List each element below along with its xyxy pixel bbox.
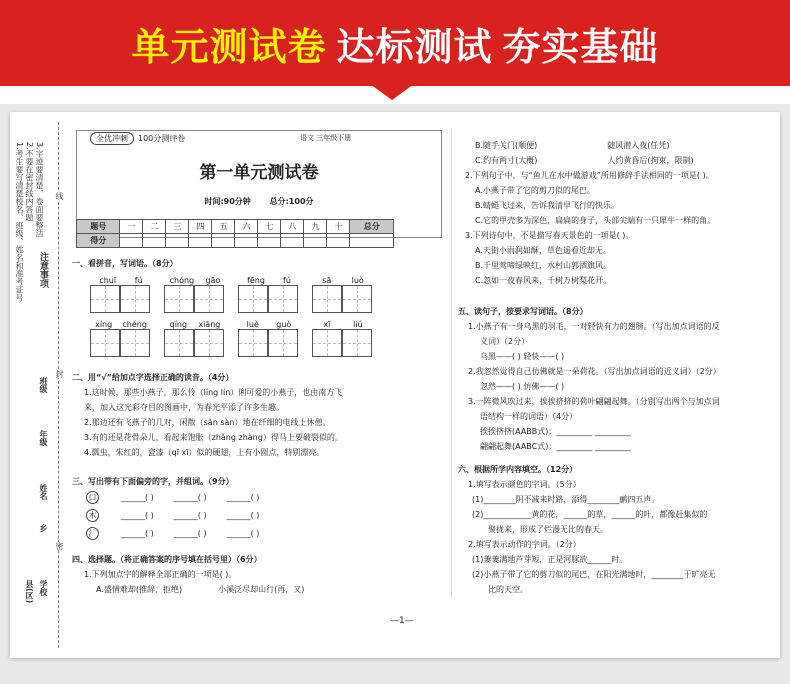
s4-q1: 1.下列加点字的解释全部正确的一项是( )。 bbox=[84, 570, 237, 579]
s6-l1a: (1)________阴不减来时路，添得________鹂四五声。 bbox=[472, 495, 660, 504]
pinyin-item bbox=[312, 273, 374, 313]
section-6-title: 六、根据所学内容填空。（12分） bbox=[458, 465, 578, 474]
s4-q1-a: A.盛情难却(推辞，拒绝) 小溪泛尽却山行(再，又) bbox=[96, 585, 305, 594]
s2-item-3: 3.有的还是花骨朵儿，看起来饱胀（zhǎng zhàng）得马上要破裂似的。 bbox=[84, 433, 343, 442]
seal-mark-2: 封 bbox=[55, 370, 64, 378]
s4-q3-c: C.忽如一夜春风来，千树万树梨花开。 bbox=[475, 276, 612, 285]
pinyin: qíng bbox=[169, 320, 188, 329]
pinyin: fú bbox=[283, 276, 291, 285]
pinyin-item bbox=[312, 317, 374, 357]
section-3 bbox=[72, 474, 444, 543]
score-cell[interactable] bbox=[281, 234, 304, 248]
pinyin-item bbox=[238, 273, 300, 313]
field-county: 县(区) bbox=[25, 580, 34, 604]
writing-box[interactable] bbox=[120, 329, 150, 357]
seal-mark-3: 密 bbox=[55, 542, 64, 550]
s6-l2: 2.填写表示动作的字词。（2分） bbox=[468, 540, 581, 549]
writing-box[interactable] bbox=[90, 285, 120, 313]
score-head-cell: 二 bbox=[143, 220, 166, 234]
section-5-title: 五、读句子，按要求写词语。（8分） bbox=[458, 307, 588, 316]
score-cell[interactable] bbox=[350, 234, 394, 248]
pinyin-item bbox=[238, 317, 300, 357]
pinyin: chéng bbox=[122, 320, 147, 329]
field-name: 姓名 bbox=[39, 484, 48, 500]
pinyin: luò bbox=[351, 276, 364, 285]
score-value-row bbox=[77, 234, 394, 248]
notice-2: 2.不要在密封线内答题 bbox=[25, 142, 34, 222]
pinyin: guò bbox=[276, 320, 292, 329]
pinyin-row-1 bbox=[90, 273, 442, 313]
page-number: —1— bbox=[390, 616, 414, 626]
writing-box[interactable] bbox=[238, 285, 268, 313]
pinyin-item bbox=[90, 317, 152, 357]
writing-box[interactable] bbox=[164, 285, 194, 313]
radical-row: 口 ______( ) ______( ) ______( ) bbox=[86, 489, 444, 507]
score-head-cell: 总分 bbox=[350, 220, 394, 234]
writing-box[interactable] bbox=[342, 329, 372, 357]
grade-label: 语文 三年级下册 bbox=[300, 134, 352, 142]
s4-q2: 2.下列句子中，与“鱼儿在水中做游戏”所用修辞手法相同的一项是( )。 bbox=[465, 171, 714, 180]
banner-pointer bbox=[370, 84, 414, 100]
page-title: 第一单元测试卷 bbox=[199, 163, 319, 183]
s5-l3: 3.一阵微风吹过来，挨挨挤挤的荷叶翩翩起舞。（分别写出两个与加点词 bbox=[468, 397, 720, 406]
writing-box[interactable] bbox=[268, 285, 298, 313]
pinyin-item bbox=[164, 273, 226, 313]
score-cell[interactable] bbox=[304, 234, 327, 248]
s6-l1c: 聚拢来，形成了烂漫无比的春天。 bbox=[488, 525, 608, 534]
section-4-title: 四、选择题。（将正确答案的序号填在括号里）（6分） bbox=[72, 555, 262, 564]
s4-q1-c: C.约有两寸(大概) 人约黄昏后(拘束，限制) bbox=[475, 156, 694, 165]
s5-l1: 1.小燕子有一身乌黑的羽毛，一对轻快有力的翅膀。（写出加点词语的反 bbox=[468, 322, 720, 331]
s5-l3d: 翩翩起舞(AABC式)：_________ _________ bbox=[480, 442, 631, 451]
total-score: 总分:100分 bbox=[269, 197, 314, 206]
radical-icon: 口 bbox=[86, 491, 99, 504]
score-head-cell: 题号 bbox=[77, 220, 120, 234]
writing-box[interactable] bbox=[120, 285, 150, 313]
s4-q2-b: B.蜻蜓飞过来，告诉我清早飞行的快乐。 bbox=[475, 201, 620, 210]
field-class: 班级 bbox=[39, 377, 48, 393]
s5-l1c: 乌黑——( ) 轻快——( ) bbox=[480, 352, 565, 361]
radical-icon: 氵 bbox=[86, 527, 99, 540]
score-head-cell: 十 bbox=[327, 220, 350, 234]
pinyin-row-2 bbox=[90, 317, 442, 357]
brand-sub: 100分测评卷 bbox=[138, 134, 186, 143]
radical-row: 木 ______( ) ______( ) ______( ) bbox=[86, 507, 444, 525]
s2-item-4: 4.瓢虫，朱红的，瓷漆（qī xī）似的硬翅，上有小圆点，特别漂亮。 bbox=[84, 448, 325, 457]
score-cell[interactable] bbox=[189, 234, 212, 248]
score-cell[interactable] bbox=[327, 234, 350, 248]
score-cell[interactable] bbox=[166, 234, 189, 248]
section-3-title: 三、写出带有下面偏旁的字，并组词。（9分） bbox=[72, 477, 234, 486]
binding-margin bbox=[10, 112, 70, 658]
section-6 bbox=[458, 462, 776, 597]
score-cell[interactable] bbox=[258, 234, 281, 248]
s4-q2-a: A.小燕子带了它的剪刀似的尾巴。 bbox=[475, 186, 595, 195]
s6-l2b: (2)小燕子带了它的剪刀似的尾巴，在阳光满地时，________于旷亮无 bbox=[472, 570, 716, 579]
exam-paper bbox=[10, 112, 780, 658]
radical-icon: 木 bbox=[86, 509, 99, 522]
score-head-cell: 七 bbox=[258, 220, 281, 234]
radical-rows bbox=[86, 489, 444, 543]
section-5 bbox=[458, 304, 776, 454]
score-head-cell: 九 bbox=[304, 220, 327, 234]
field-grade: 年级 bbox=[39, 430, 48, 446]
writing-box[interactable] bbox=[194, 285, 224, 313]
brand bbox=[90, 132, 185, 145]
writing-box[interactable] bbox=[194, 329, 224, 357]
writing-box[interactable] bbox=[268, 329, 298, 357]
notice-label: 注意事项 bbox=[38, 252, 48, 288]
s6-l2c: 比的天空。 bbox=[488, 585, 528, 594]
section-1 bbox=[72, 256, 442, 357]
section-1-title: 一、看拼音，写词语。（8分） bbox=[72, 259, 178, 268]
score-table bbox=[76, 219, 394, 248]
s5-l3b: 语结构一样的词语）（4分） bbox=[480, 412, 578, 421]
exam-meta bbox=[76, 196, 442, 207]
banner-part2: 达标测试 bbox=[336, 24, 493, 69]
pinyin: fú bbox=[134, 276, 143, 285]
banner-part3: 夯实基础 bbox=[502, 24, 659, 69]
notice-3: 3.字迹要清楚，卷面要整洁 bbox=[35, 142, 44, 238]
score-cell[interactable] bbox=[120, 234, 143, 248]
score-head-cell: 八 bbox=[281, 220, 304, 234]
score-head-cell: 四 bbox=[189, 220, 212, 234]
pinyin: xiāng bbox=[198, 320, 221, 329]
score-cell[interactable] bbox=[235, 234, 258, 248]
seal-line bbox=[58, 122, 59, 648]
pinyin: luè bbox=[246, 320, 259, 329]
score-row-label: 得分 bbox=[77, 234, 120, 248]
brand-logo: 全优冲刺 bbox=[90, 132, 134, 145]
section-4-continued bbox=[465, 138, 775, 288]
banner-part1: 单元测试卷 bbox=[131, 24, 327, 69]
s4-q1-b: B.随手关门(顺便) 随风潜入夜(任凭) bbox=[475, 141, 670, 150]
time-limit: 时间:90分钟 bbox=[204, 197, 251, 206]
seal-mark-1: 线 bbox=[55, 192, 64, 200]
notice-1: 1.考生要写清楚校名、班级、姓名和准考证号 bbox=[15, 142, 24, 302]
s4-q3-a: A.天街小雨润如酥，草色遥看近却无。 bbox=[475, 246, 611, 255]
field-school: 学校 bbox=[39, 580, 48, 596]
section-2 bbox=[72, 370, 444, 460]
s4-q2-c: C.它的甲壳多为深色，扁扁的身子，头部尖端有一只犀牛一样的角。 bbox=[475, 216, 716, 225]
pinyin: xíng bbox=[95, 320, 113, 329]
score-cell[interactable] bbox=[212, 234, 235, 248]
writing-box[interactable] bbox=[342, 285, 372, 313]
writing-box[interactable] bbox=[312, 285, 342, 313]
s5-l2c: 忽然——( ) 仿佛——( ) bbox=[480, 382, 565, 391]
pinyin-item bbox=[164, 317, 226, 357]
banner-text bbox=[0, 0, 790, 86]
s2-item-2: 2.那边还有飞燕子的几对，闲散（sǎn sàn）地在纤细的电线上休憩。 bbox=[84, 418, 331, 427]
s5-l3c: 挨挨挤挤(AABB式)：_________ _________ bbox=[480, 427, 631, 436]
s6-l2a: (1)萋萋满地芦芽短，正是河豚欲______时。 bbox=[472, 555, 628, 564]
pinyin: sā bbox=[322, 276, 332, 285]
writing-box[interactable] bbox=[238, 329, 268, 357]
score-head-cell: 五 bbox=[212, 220, 235, 234]
writing-box[interactable] bbox=[164, 329, 194, 357]
score-head-cell: 三 bbox=[166, 220, 189, 234]
pinyin: xī bbox=[323, 320, 331, 329]
s4-q3-b: B.千里莺啼绿映红，水村山郭酒旗风。 bbox=[475, 261, 612, 270]
pinyin: liú bbox=[353, 320, 363, 329]
s2-item-1: 1.这时候，那些小燕子，那么伶（líng lín）俐可爱的小燕子，也由南方飞 bbox=[84, 388, 343, 397]
writing-box[interactable] bbox=[312, 329, 342, 357]
s5-l2: 2.我忽然觉得自己仿佛就是一朵荷花。（写出加点词语的近义词）（2分） bbox=[468, 367, 721, 376]
column-divider bbox=[451, 128, 452, 598]
s4-q3: 3.下列诗句中，不是描写春天景色的一项是( )。 bbox=[465, 231, 634, 240]
pinyin: chuī bbox=[99, 276, 117, 285]
score-cell[interactable] bbox=[143, 234, 166, 248]
radical-row: 氵 ______( ) ______( ) ______( ) bbox=[86, 525, 444, 543]
pinyin-item bbox=[90, 273, 152, 313]
section-4 bbox=[72, 552, 444, 597]
score-header-row bbox=[77, 220, 394, 234]
writing-box[interactable] bbox=[90, 329, 120, 357]
score-head-cell: 一 bbox=[120, 220, 143, 234]
s2-item-1-cont: 来，加入这光彩夺目的图画中，为春光平添了许多生趣。 bbox=[84, 403, 284, 412]
s6-l1: 1.填写表示颜色的字词。（5分） bbox=[468, 480, 581, 489]
pinyin: gāo bbox=[205, 276, 221, 285]
section-2-title: 二、用“√”给加点字选择正确的读音。（4分） bbox=[72, 373, 234, 382]
s5-l1b: 义词）（2分） bbox=[480, 337, 530, 346]
field-town: 乡 bbox=[39, 524, 48, 532]
pinyin: fēng bbox=[247, 276, 265, 285]
score-head-cell: 六 bbox=[235, 220, 258, 234]
pinyin: chóng bbox=[169, 276, 195, 285]
s6-l1b: (2)____________黄的花，______的草，______的叶，都像赶集似的 bbox=[472, 510, 708, 519]
